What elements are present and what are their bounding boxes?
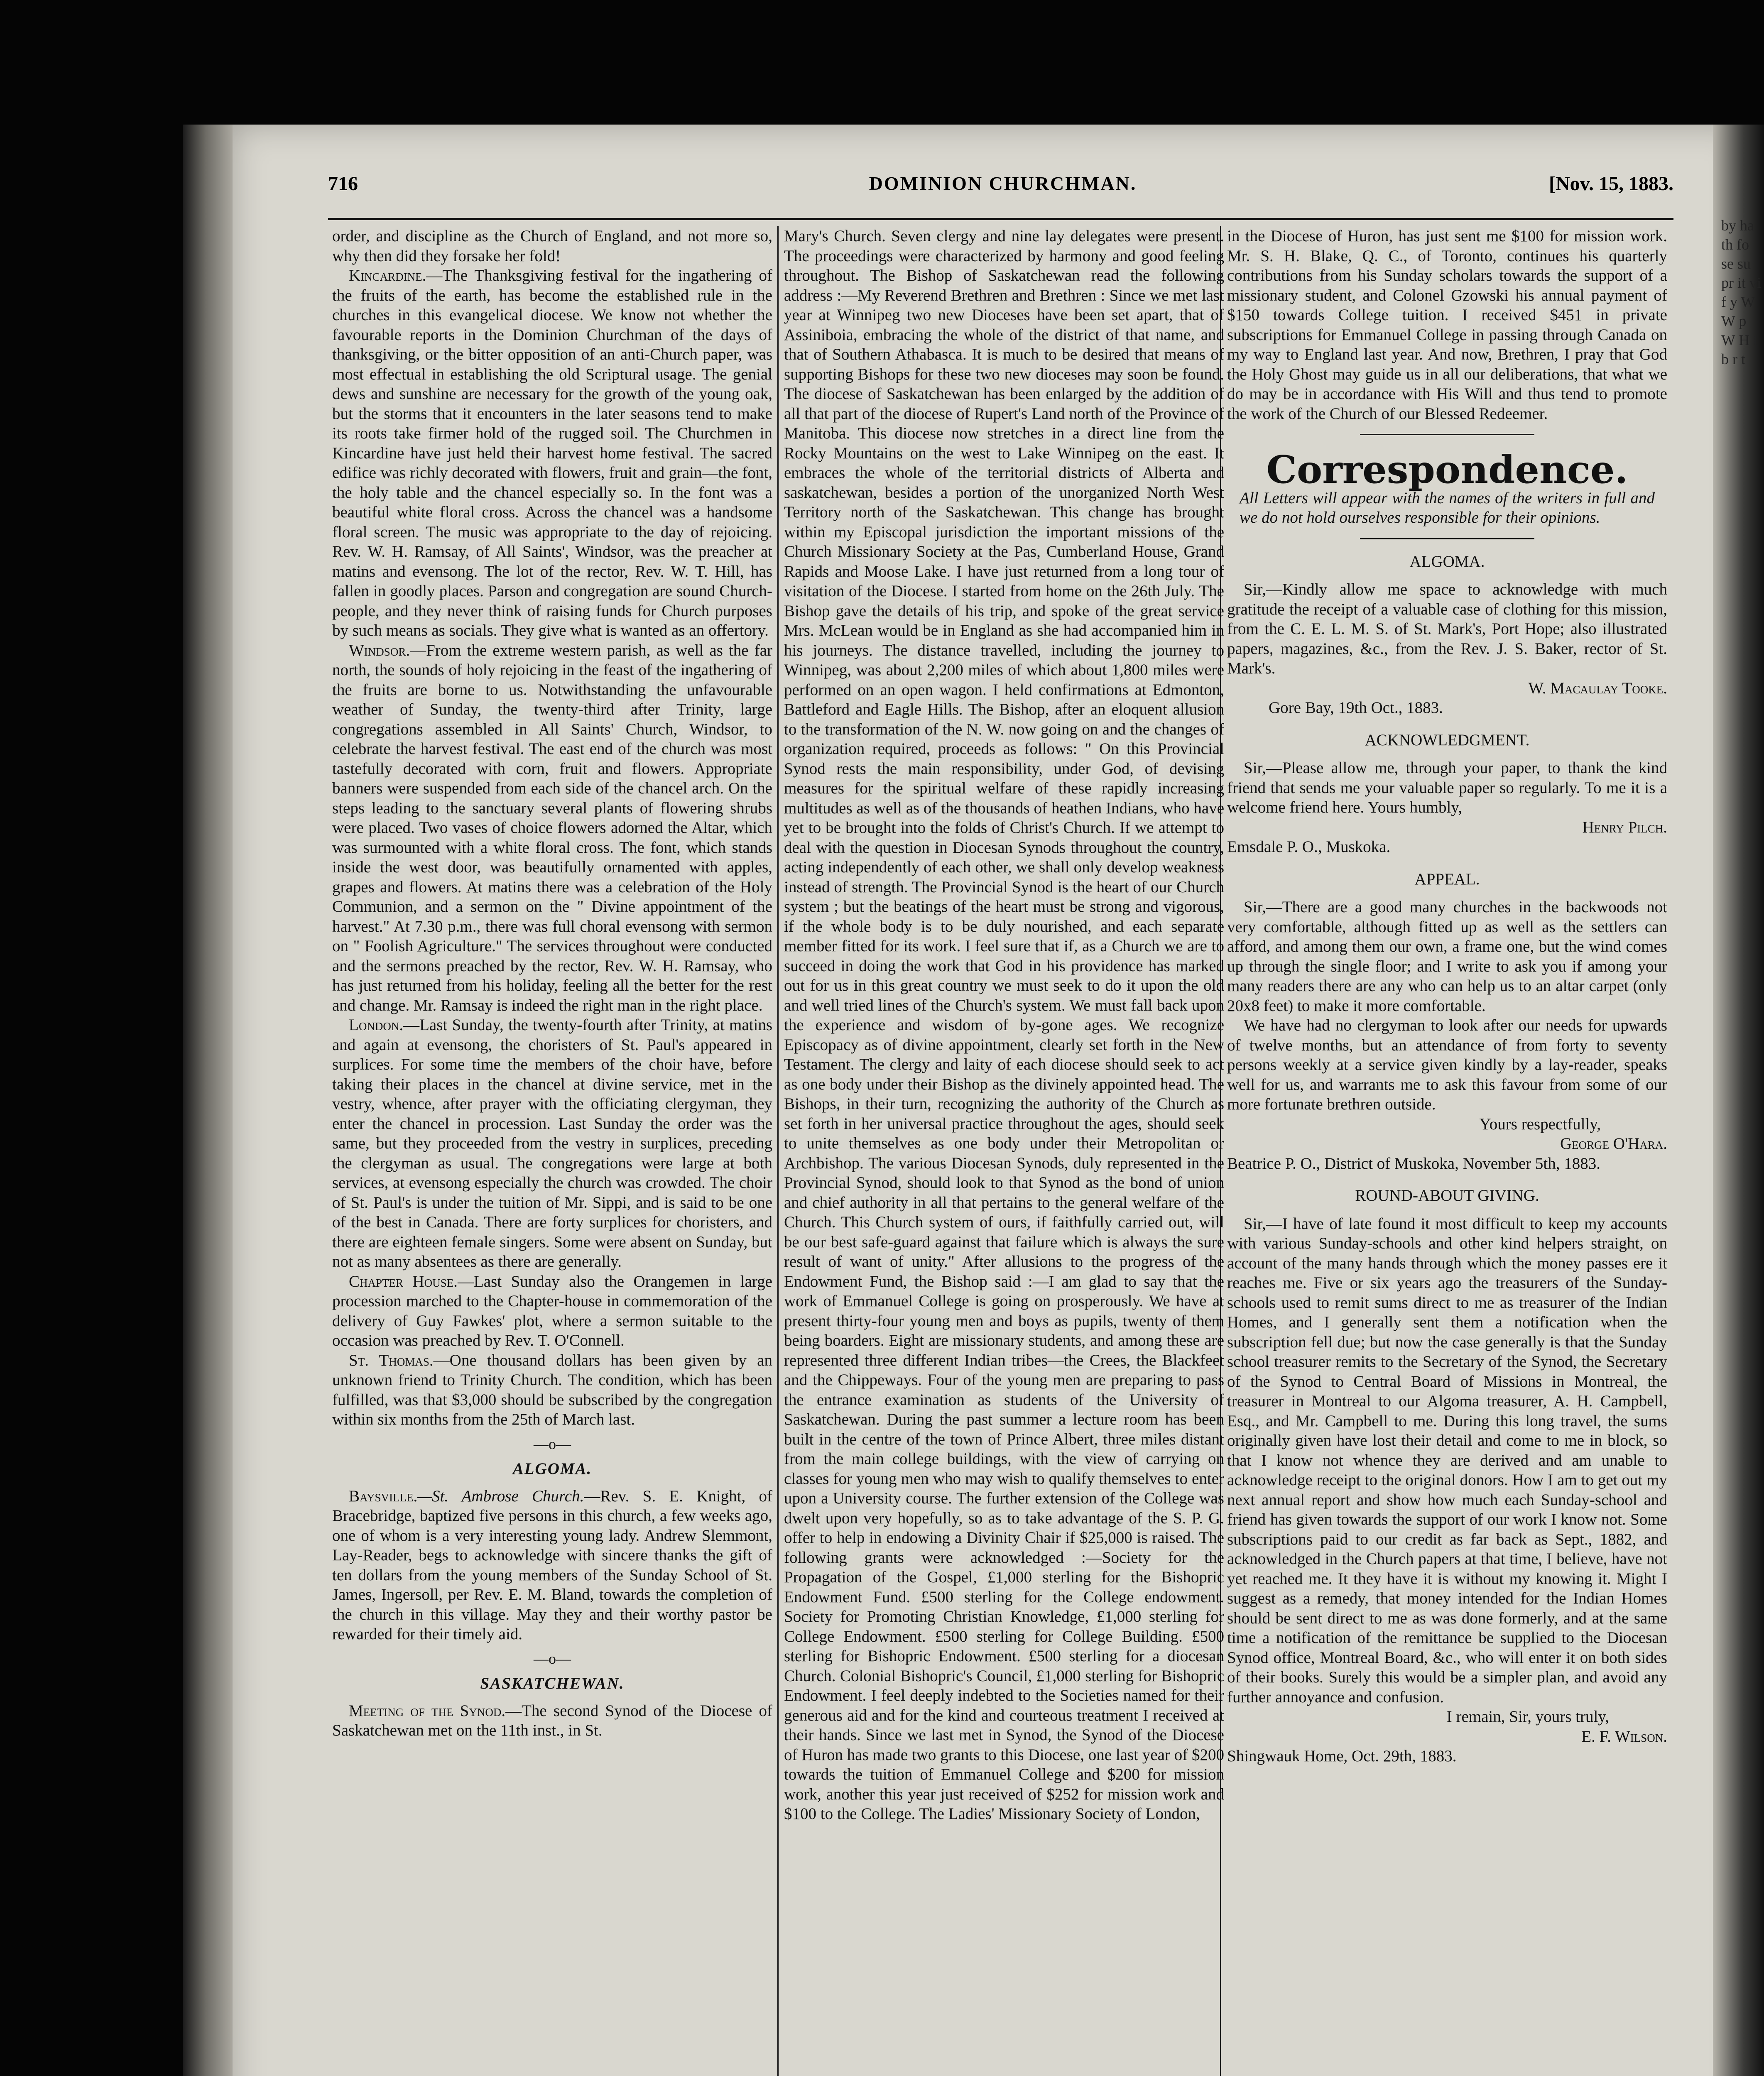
appeal-heading: APPEAL. (1414, 870, 1480, 888)
adjacent-page-text: by ha th fo se su pr it vi f y W W p W H l b r t (1721, 217, 1761, 367)
page-binding-edge (183, 125, 241, 2076)
header-rule (328, 218, 1673, 220)
windsor-paragraph (332, 641, 772, 1016)
column-rule-1 (777, 226, 779, 2076)
page-header (328, 168, 1673, 206)
kincardine-lead: Kincardine. (349, 267, 426, 284)
london-text: —Last Sunday, the twenty-fourth after Trinity, at matins and again at evensong, the choristers of St. Paul's appeared in surplices. For some time the members of the choir have, before taking their places in the chancel at divine service, met in the vestry, whence, after prayer with the officiating clergyman, they enter the chancel in procession. Last Sunday the order was the same, but they proceeded from the vestry in surplices, preceding the clergyman as usual. The congregations were large at both services, at evensong especially the church was crowded. The choir of St. Paul's is under the tuition of Mr. Sippi, and is said to be one of the best in Canada. There are forty surplices for choristers, and there are eighteen female singers. Some were absent on Sunday, but not as many absentees as there are generally. (332, 1016, 772, 1271)
st-thomas-paragraph (332, 1351, 772, 1430)
acknowledgment-heading: ACKNOWLEDGMENT. (1365, 731, 1530, 749)
windsor-text: —From the extreme western parish, as well as the far north, the sounds of holy rejoicing in the feast of the ingathering of the fruits are borne to us. Notwithstanding the unfavourable weather of Sunday, the twenty-third after Trinity, large congregations assembled in All Saints' Church, Windsor, to celebrate the harvest festival. The east end of the church was most tastefully decorated with corn, fruit and flowers. Appropriate banners were suspended from each side of the chancel arch. On the steps leading to the sanctuary several plants of flowering shrubs were placed. Two vases of choice flowers adorned the Altar, which was surmounted with a white floral cross. The font, which stands inside the west door, was beautifully ornamented with apples, grapes and flowers. At matins there was a celebration of the Holy Communion, and a sermon on the " Divine appointment of the harvest." At 7.30 p.m., there was full choral evensong with sermon on " Foolish Agriculture." The services throughout were conducted and the sermons preached by the rector, Rev. W. H. Ramsay, who has just returned from his holiday, feeling all the better for the rest and change. Mr. Ramsay is indeed the right man in the right place. (332, 641, 772, 1014)
disclaimer-divider (1360, 538, 1534, 539)
baysville-text: —Rev. S. E. Knight, of Bracebridge, baptized five persons in this church, a few weeks ago, one of whom is a very interesting young lady. Andrew Slemmont, Lay-Reader, begs to acknowledge with sincere thanks the gift of ten dollars from the young members of the Sunday School of St. James, Ingersoll, per Rev. E. M. Bland, towards the completion of the church in this village. May they and their worthy pastor be rewarded for their timely aid. (332, 1487, 772, 1643)
st-thomas-text: —One thousand dollars has been given by an unknown friend to Trinity Church. The condition, which has been fulfilled, was that $3,000 should be subscribed by the congregation within six months from the 25th of March last. (332, 1351, 772, 1428)
correspondence-heading: Correspondence. (1266, 447, 1628, 492)
round-about-giving-signature: E. F. Wilson. (1581, 1727, 1667, 1746)
round-about-giving-body: Sir,—I have of late found it most difficult to keep my accounts with various Sunday-schools and other kind helpers straight, on account of the many hands through which the money passes ere it reaches me. Five or six years ago the treasurers of the Sunday-schools used to remit sums direct to me as treasurer of the Indian Homes, and I generally sent them a notification when the subscription fell due; but now the case generally is that the Sunday school treasurer remits to the Secretary of the Synod, the Secretary of the Synod to Central Board of Missions in Montreal, the treasurer in Montreal to our Algoma treasurer, A. H. Campbell, Esq., and Mr. Campbell to me. During this long travel, the sums originally given have lost their detail and come to me in block, so that I know not whence they are derived and am unable to acknowledge receipt to the original donors. How I am to get out my next annual report and show how much each Sunday-school and friend has given towards the support of our work I know not. Some subscriptions paid to our credit as far back as Sept., 1882, and acknowledged in the Church papers at that time, I believe, have not yet reached me. It they have it is without my knowing it. Might I suggest as a remedy, that money intended for the Indian Homes should be sent direct to me as was done formerly, and at the same time a notification of the remittance be supplied to the Diocesan Synod office, Montreal Board, &c., who will enter it on both sides of their books. Surely this would be a simpler plan, and avoid any further annoyance and confusion. (1227, 1214, 1667, 1706)
synod-address-text: Mary's Church. Seven clergy and nine lay delegates were present. The proceedings were characterized by harmony and good feeling throughout. The Bishop of Saskatchewan read the following address :—My Reverend Brethren and Brethren : Since we met last year at Winnipeg two new Dioceses have been set apart, that of Assiniboia, embracing the whole of the district of that name, and that of Southern Athabasca. It is much to be desired that means of supporting Bishops for these two new dioceses may soon be found. The diocese of Saskatchewan has been enlarged by the addition of all that part of the diocese of Rupert's Land north of the Province of Manitoba. This diocese now stretches in a direct line from the Rocky Mountains on the west to Lake Winnipeg on the east. It embraces the whole of the territorial districts of Alberta and saskatchewan, besides a portion of the unorganized North West Territory north of the Saskatchewan. This change has brought within my Episcopal jurisdiction the important missions of the Church Missionary Society at the Pas, Cumberland House, Grand Rapids and Moose Lake. I have just returned from a long tour of visitation of the Diocese. I started from home on the 26th July. The Bishop gave the details of his trip, and spoke of the great service Mrs. McLean would be in England as she had accompanied him in his journeys. The distance travelled, including the journey to Winnipeg, was about 2,200 miles of which about 1,800 miles were performed on an open wagon. I held confirmations at Edmonton, Battleford and Eagle Hills. The Bishop, after an eloquent allusion to the transformation of the N. W. now going on and the changes of organization required, proceeds as follows: " On this Provincial Synod rests the main responsibility, under God, of devising measures for the spiritual welfare of these rapidly increasing multitudes as well as of the thousands of heathen Indians, who have yet to be brought into the folds of Christ's Church. If we attempt to deal with the question in Diocesan Synods throughout the country, acting independently of each other, we shall only develop weakness instead of strength. The Provincial Synod is the heart of our Church system ; but the beatings of the heart must be strong and vigorous, if the whole body is to be duly nourished, and each separate member fitted for its work. I feel sure that if, as a Church we are to succeed in doing the work that God in his providence has marked out for us in this great country we must seek to do it upon the old and well tried lines of the Church's system. We must fall back upon the experience and wisdom of by-gone ages. We recognize Episcopacy as of divine appointment, clearly set forth in the New Testament. The clergy and laity of each diocese should seek to act as one body under their Bishop as the divinely appointed head. The Bishops, in their turn, recognizing the authority of the Church as set forth in her universal practice throughout the ages, should seek to unite themselves as one body under their Metropolitan or Archbishop. The various Diocesan Synods, duly represented in the Provincial Synod, should look to that Synod as the bond of union and chief authority in all that pertains to the general welfare of the Church. This Church system of ours, if faithfully carried out, will be our best safe-guard against that failure which is always the sure result of want of unity." After allusions to the progress of the Endowment Fund, the Bishop said :—I am glad to say that the work of Emmanuel College is going on prosperously. We have at present thirty-four young men and boys as pupils, twenty of them being boarders. Eight are missionary students, and among these are represented three different Indian tribes—the Crees, the Blackfeet and the Chippeways. Four of the young men are preparing to pass the entrance examination as students of the University of Saskatchewan. During the past summer a lecture room has been built in the centre of the town of Prince Albert, three miles distant from the main college buildings, with the view of carrying on classes for young men who may wish to qualify themselves to enter upon a University course. The further extension of the College was dwelt upon very hopefully, so as to take advantage of the S. P. G. offer to help in endowing a Divinity Chair if $25,000 is raised. The following grants were acknowledged :—Society for the Propagation of the Gospel, £1,000 sterling for the Bishopric Endowment Fund. £500 sterling for the College endowment. Society for Promoting Christian Knowledge, £1,000 sterling for College Endowment. £500 sterling for College Building. £500 sterling for Bishopric Endowment. £500 sterling for a diocesan Church. Colonial Bishopric's Council, £1,000 sterling for Bishopric Endowment. I feel deeply indebted to the Societies named for their generous aid and for the kind and courteous treatment I received at their hands. Since we last met in Synod, the Synod of the Diocese of Huron has made two grants to this Diocese, one last year of $200 towards the tuition of Emmanuel College and $200 for mission work, another this year just received of $252 for mission work and $100 to the College. The Ladies' Missionary Society of London, (784, 227, 1224, 1823)
algoma-letter-signature: W. Macaulay Tooke. (1528, 679, 1667, 697)
acknowledgment-signature: Henry Pilch. (1582, 818, 1667, 836)
round-about-giving-closing: I remain, Sir, yours truly, (1446, 1708, 1609, 1726)
algoma-letter-place: Gore Bay, 19th Oct., 1883. (1269, 699, 1443, 717)
article-continuation: order, and discipline as the Church of England, and not more so, why then did they forsake her fold! (332, 227, 772, 265)
section-ornament: —o— (534, 1435, 571, 1452)
appeal-body-2: We have had no clergyman to look after our needs for upwards of twelve months, but an attendance of from forty to seventy persons weekly at a service given kindly by a lay-reader, speaks well for us, and warrants me to ask this favour from some of our more fortunate brethren outside. (1227, 1016, 1667, 1113)
acknowledgment-place: Emsdale P. O., Muskoka. (1227, 838, 1391, 856)
round-about-giving-place: Shingwauk Home, Oct. 29th, 1883. (1227, 1747, 1457, 1765)
algoma-letter-body: Sir,—Kindly allow me space to acknowledge with much gratitude the receipt of a valuable case of clothing for this mission, from the C. E. L. M. S. of St. Mark's, Port Hope; also illustrated papers, magazines, &c., from the Rev. J. S. Baker, rector of St. Mark's. (1227, 580, 1667, 677)
page-number: 716 (328, 173, 358, 195)
baysville-paragraph (332, 1486, 772, 1644)
column-3 (1227, 226, 1667, 2076)
london-paragraph (332, 1015, 772, 1272)
kincardine-text: —The Thanksgiving festival for the ingathering of the fruits of the earth, has become the established rule in the churches in this evangelical diocese. We know not whether the favourable reports in the Dominion Churchman of the days of thanksgiving, or the bitter opposition of an anti-Church paper, was most effectual in establishing the old Scriptural usage. The genial dews and sunshine are necessary for the growth of the young oak, but the storms that it encounters in the later seasons tend to make its roots take firmer hold of the rugged soil. The Churchmen in Kincardine have just held their harvest home festival. The sacred edifice was richly decorated with flowers, fruit and grain—the font, the holy table and the chancel especially so. In the font was a beautiful white floral cross. Across the chancel was a handsome floral screen. The music was appropriate to the day of rejoicing. Rev. W. H. Ramsay, of All Saints', Windsor, was the preacher at matins and evensong. The lot of the rector, Rev. W. T. Hill, has fallen in goodly places. Parson and congregation are sound Church-people, and they never think of raising funds for Church purposes by such means as socials. They give what is wanted as an offertory. (332, 267, 772, 639)
kincardine-paragraph (332, 266, 772, 641)
column-2 (784, 226, 1224, 2076)
acknowledgment-body: Sir,—Please allow me, through your paper, to thank the kind friend that sends me your valuable paper so regularly. To me it is a welcome friend here. Yours humbly, (1227, 759, 1667, 816)
saskatchewan-section-heading: SASKATCHEWAN. (480, 1675, 625, 1692)
windsor-lead: Windsor. (349, 641, 410, 659)
algoma-letter-heading: ALGOMA. (1409, 552, 1485, 570)
masthead-title: DOMINION CHURCHMAN. (869, 173, 1137, 194)
column-1 (332, 226, 772, 2076)
st-thomas-lead: St. Thomas. (349, 1351, 434, 1369)
synod-meeting-text: —The second Synod of the Diocese of Saskatchewan met on the 11th inst., in St. (332, 1701, 772, 1739)
chapter-house-paragraph (332, 1272, 772, 1351)
chapter-house-lead: Chapter House. (349, 1272, 458, 1290)
baysville-place: —St. Ambrose Church. (417, 1487, 584, 1505)
appeal-signature: George O'Hara. (1560, 1135, 1667, 1153)
synod-meeting-lead: Meeting of the Synod. (349, 1701, 506, 1720)
issue-date: [Nov. 15, 1883. (1549, 173, 1673, 195)
appeal-body-1: Sir,—There are a good many churches in the backwoods not very comfortable, although fitted up as well as the settlers can afford, and among them our own, a frame one, but the wind comes up through the single floor; and I write to ask you if among your many readers there are any who can help us to an altar carpet (only 20x8 feet) to make it more comfortable. (1227, 898, 1667, 1015)
section-divider (1360, 434, 1534, 435)
chapter-house-text: —Last Sunday also the Orangemen in large procession marched to the Chapter-house in commemoration of the delivery of Guy Fawkes' plot, where a sermon suitable to the occasion was preached by Rev. T. O'Connell. (332, 1272, 772, 1349)
appeal-place: Beatrice P. O., District of Muskoka, November 5th, 1883. (1227, 1154, 1601, 1173)
appeal-closing: Yours respectfully, (1479, 1115, 1601, 1133)
synod-meeting-paragraph (332, 1701, 772, 1741)
correspondence-disclaimer: All Letters will appear with the names of the writers in full and we do not hold ourselves responsible for their opinions. (1240, 489, 1655, 526)
section-ornament-2: —o— (534, 1650, 571, 1667)
synod-address-conclusion: in the Diocese of Huron, has just sent me $100 for mission work. Mr. S. H. Blake, Q. C., of Toronto, continues his quarterly contributions from his Sunday scholars towards the support of a missionary student, and Colonel Gzowski his annual payment of $150 towards College tuition. I received $451 in private subscriptions for Emmanuel College in passing through Canada on my way to England last year. And now, Brethren, I pray that God the Holy Ghost may guide us in all our deliberations, that what we do may be in accordance with His Will and thus tend to promote the work of the Church of our Blessed Redeemer. (1227, 227, 1667, 423)
algoma-section-heading: ALGOMA. (512, 1460, 592, 1478)
round-about-giving-heading: ROUND-ABOUT GIVING. (1355, 1187, 1539, 1204)
baysville-lead: Baysville. (349, 1487, 418, 1505)
london-lead: London. (349, 1016, 404, 1034)
